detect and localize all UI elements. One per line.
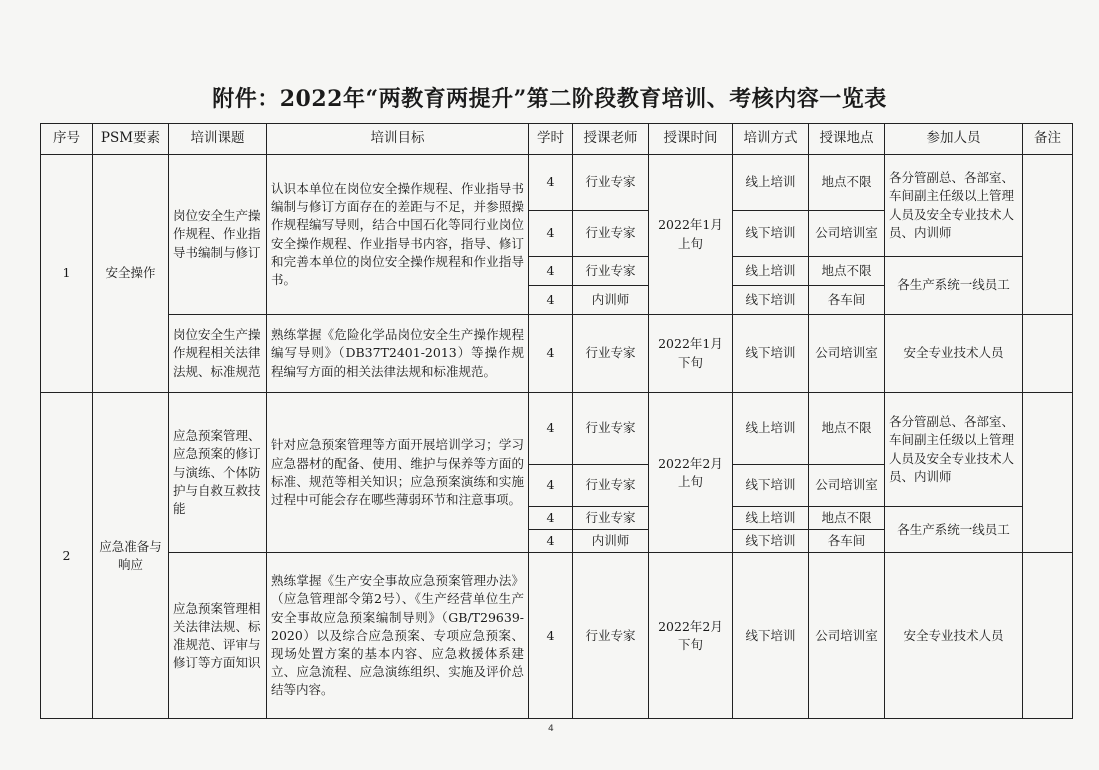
method-cell: 线下培训: [733, 211, 809, 257]
place-cell: 公司培训室: [809, 553, 885, 719]
time-cell: 2022年1月上旬: [649, 155, 733, 315]
teacher-cell: 内训师: [573, 286, 649, 315]
attendees-cell: 各生产系统一线员工: [885, 257, 1023, 315]
row-seq: 1: [41, 155, 93, 393]
teacher-cell: 行业专家: [573, 315, 649, 393]
table-row: [41, 393, 1073, 465]
header-remarks: 备注: [1023, 124, 1073, 155]
hours-cell: 4: [529, 211, 573, 257]
table-row: [41, 315, 1073, 393]
topic-cell: 应急预案管理相关法律法规、标准规范、评审与修订等方面知识: [169, 553, 267, 719]
goal-cell: 针对应急预案管理等方面开展培训学习；学习应急器材的配备、使用、维护与保养等方面的标准、规范等相关知识；应急预案演练和实施过程中可能会存在哪些薄弱环节和注意事项。: [267, 393, 529, 553]
table-row: [41, 553, 1073, 719]
row-psm-element: 应急准备与响应: [93, 393, 169, 719]
method-cell: 线下培训: [733, 553, 809, 719]
attendees-cell: 安全专业技术人员: [885, 553, 1023, 719]
place-cell: 公司培训室: [809, 315, 885, 393]
document-title: 附件：2022年“两教育两提升”第二阶段教育培训、考核内容一览表: [212, 86, 887, 112]
time-cell: 2022年2月下旬: [649, 553, 733, 719]
place-cell: 地点不限: [809, 155, 885, 211]
row-seq: 2: [41, 393, 93, 719]
topic-cell: 应急预案管理、应急预案的修订与演练、个体防护与自救互救技能: [169, 393, 267, 553]
place-cell: 地点不限: [809, 507, 885, 530]
remarks-cell: [1023, 393, 1073, 553]
teacher-cell: 行业专家: [573, 257, 649, 286]
method-cell: 线下培训: [733, 286, 809, 315]
topic-cell: 岗位安全生产操作规程相关法律法规、标准规范: [169, 315, 267, 393]
header-psm: PSM要素: [93, 124, 169, 155]
teacher-cell: 行业专家: [573, 507, 649, 530]
goal-cell: 熟练掌握《危险化学品岗位安全生产操作规程编写导则》（DB37T2401-2013）等操作规程编写方面的相关法律法规和标准规范。: [267, 315, 529, 393]
time-cell: 2022年2月上旬: [649, 393, 733, 553]
teacher-cell: 行业专家: [573, 465, 649, 507]
header-goal: 培训目标: [267, 124, 529, 155]
place-cell: 公司培训室: [809, 211, 885, 257]
hours-cell: 4: [529, 286, 573, 315]
method-cell: 线上培训: [733, 393, 809, 465]
place-cell: 地点不限: [809, 393, 885, 465]
goal-cell: 熟练掌握《生产安全事故应急预案管理办法》（应急管理部令第2号）、《生产经营单位生产安全事故应急预案编制导则》（GB/T29639-2020）以及综合应急预案、专项应急预案、现场处置方案的基本内容、应急救援体系建立、应急流程、应急演练组织、实施及评价总结等内容。: [267, 553, 529, 719]
hours-cell: 4: [529, 553, 573, 719]
method-cell: 线上培训: [733, 257, 809, 286]
topic-cell: 岗位安全生产操作规程、作业指导书编制与修订: [169, 155, 267, 315]
hours-cell: 4: [529, 315, 573, 393]
method-cell: 线下培训: [733, 530, 809, 553]
place-cell: 各车间: [809, 530, 885, 553]
teacher-cell: 内训师: [573, 530, 649, 553]
remarks-cell: [1023, 553, 1073, 719]
row-psm-element: 安全操作: [93, 155, 169, 393]
attendees-cell: 各分管副总、各部室、车间副主任级以上管理人员及安全专业技术人员、内训师: [885, 393, 1023, 507]
method-cell: 线下培训: [733, 315, 809, 393]
method-cell: 线下培训: [733, 465, 809, 507]
teacher-cell: 行业专家: [573, 211, 649, 257]
teacher-cell: 行业专家: [573, 393, 649, 465]
time-cell: 2022年1月下旬: [649, 315, 733, 393]
method-cell: 线上培训: [733, 507, 809, 530]
hours-cell: 4: [529, 393, 573, 465]
header-attendees: 参加人员: [885, 124, 1023, 155]
header-hours: 学时: [529, 124, 573, 155]
goal-cell: 认识本单位在岗位安全操作规程、作业指导书编制与修订方面存在的差距与不足，并参照操作规程编写导则，结合中国石化等同行业岗位安全操作规程、作业指导书内容，指导、修订和完善本单位的岗位安全操作规程和作业指导书。: [267, 155, 529, 315]
hours-cell: 4: [529, 530, 573, 553]
header-time: 授课时间: [649, 124, 733, 155]
hours-cell: 4: [529, 257, 573, 286]
teacher-cell: 行业专家: [573, 155, 649, 211]
header-teacher: 授课老师: [573, 124, 649, 155]
header-seq: 序号: [41, 124, 93, 155]
remarks-cell: [1023, 155, 1073, 315]
page-number: 4: [548, 724, 554, 734]
place-cell: 公司培训室: [809, 465, 885, 507]
hours-cell: 4: [529, 465, 573, 507]
attendees-cell: 各生产系统一线员工: [885, 507, 1023, 553]
hours-cell: 4: [529, 155, 573, 211]
header-method: 培训方式: [733, 124, 809, 155]
attendees-cell: 安全专业技术人员: [885, 315, 1023, 393]
attendees-cell: 各分管副总、各部室、车间副主任级以上管理人员及安全专业技术人员、内训师: [885, 155, 1023, 257]
place-cell: 地点不限: [809, 257, 885, 286]
method-cell: 线上培训: [733, 155, 809, 211]
place-cell: 各车间: [809, 286, 885, 315]
header-row: [41, 124, 1073, 155]
hours-cell: 4: [529, 507, 573, 530]
remarks-cell: [1023, 315, 1073, 393]
header-topic: 培训课题: [169, 124, 267, 155]
table-row: [41, 155, 1073, 211]
header-place: 授课地点: [809, 124, 885, 155]
training-schedule-table: [40, 123, 1073, 719]
teacher-cell: 行业专家: [573, 553, 649, 719]
